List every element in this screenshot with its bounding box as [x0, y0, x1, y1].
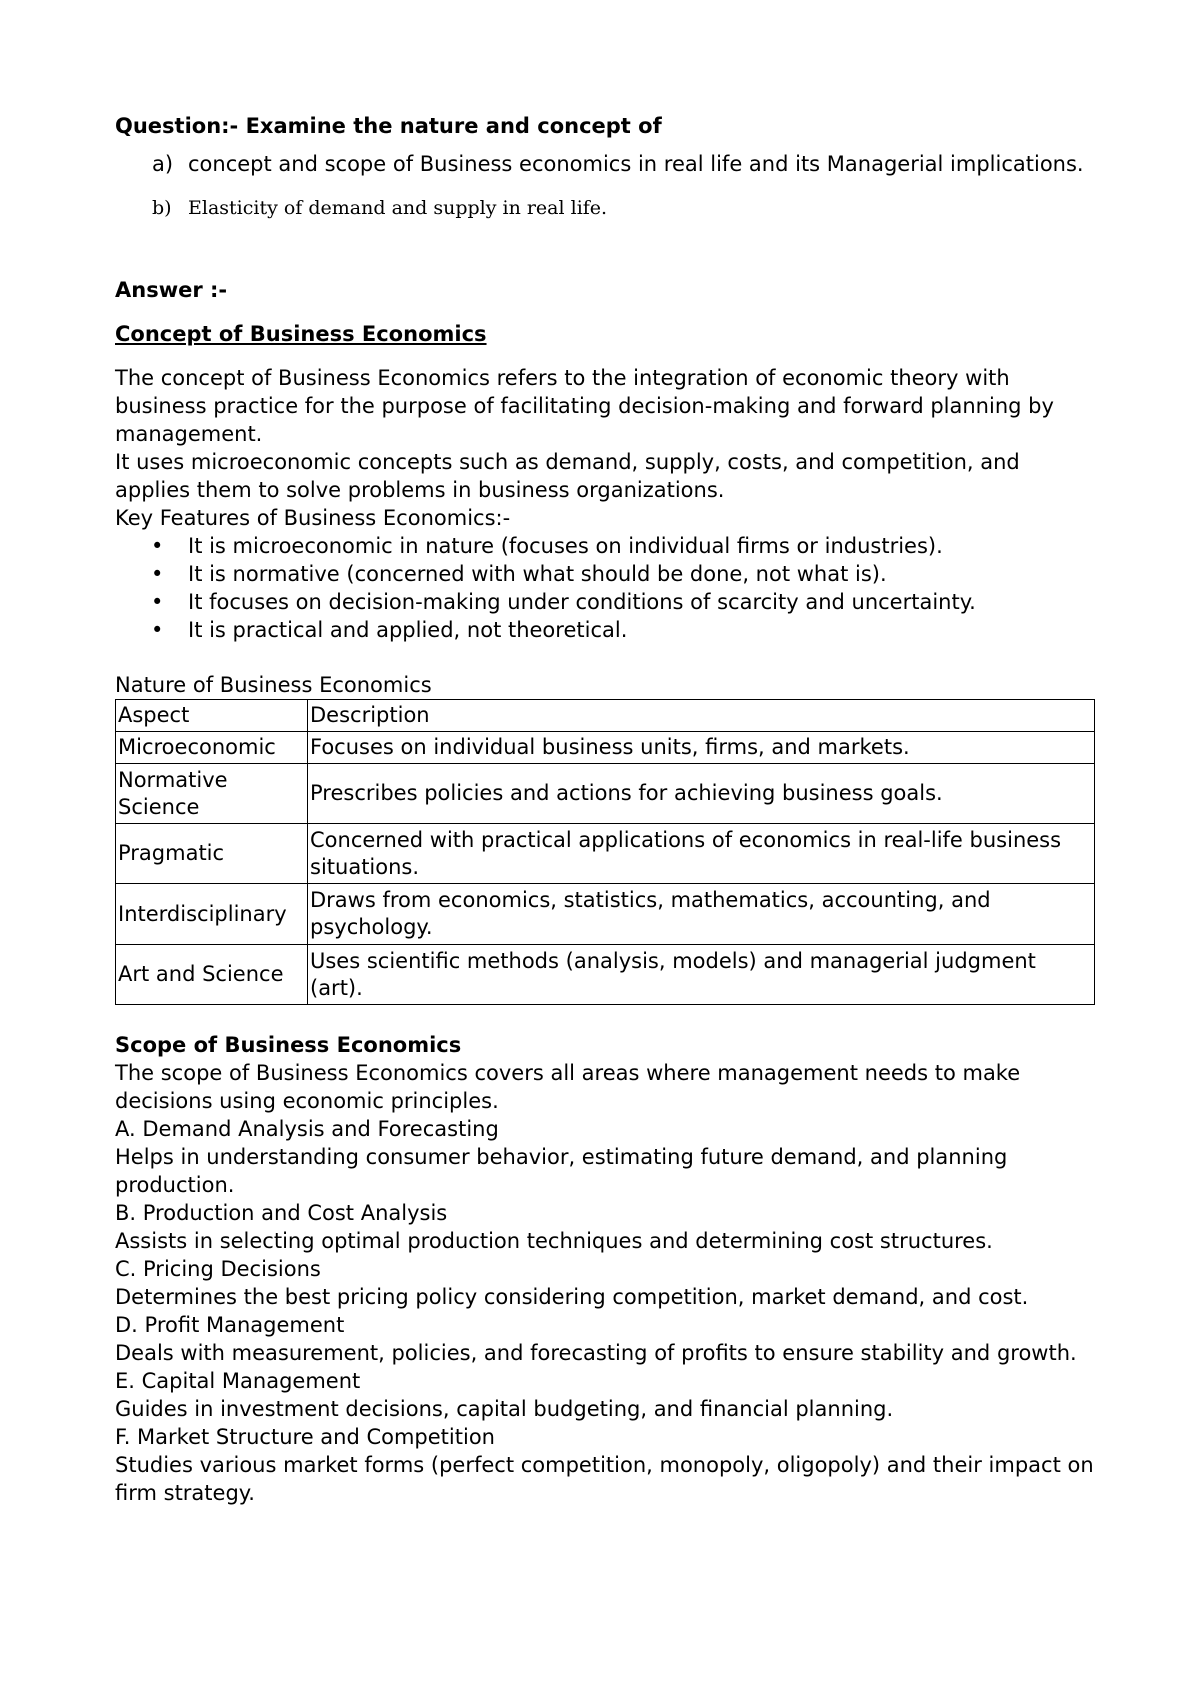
scope-item-text: Assists in selecting optimal production techniques and determining cost structures.	[115, 1229, 993, 1253]
document-page	[115, 112, 1095, 1507]
table-row	[116, 824, 1095, 884]
table-cell: Normative Science	[116, 764, 308, 824]
question-title: Question:- Examine the nature and concept of	[115, 114, 662, 138]
table-cell: Draws from economics, statistics, mathematics, accounting, and psychology.	[308, 884, 1095, 945]
table-row	[116, 764, 1095, 824]
scope-item-text: Deals with measurement, policies, and forecasting of profits to ensure stability and growth.	[115, 1341, 1077, 1365]
scope-item-title: A. Demand Analysis and Forecasting	[115, 1117, 499, 1141]
concept-paragraph: The concept of Business Economics refers to the integration of economic theory with business practice for the purpose of facilitating decision-making and forward planning by management.	[115, 366, 1054, 446]
scope-item-text: Guides in investment decisions, capital budgeting, and financial planning.	[115, 1397, 894, 1421]
answer-label: Answer :-	[115, 278, 228, 302]
scope-item-text: Determines the best pricing policy considering competition, market demand, and cost.	[115, 1285, 1029, 1309]
feature-item: • It is microeconomic in nature (focuses on individual firms or industries).	[115, 532, 1095, 560]
feature-item: • It is normative (concerned with what should be done, not what is).	[115, 560, 1095, 588]
feature-item: • It focuses on decision-making under conditions of scarcity and uncertainty.	[115, 588, 1095, 616]
question-item-label: b)	[152, 197, 172, 219]
question-list	[115, 150, 1095, 222]
features-title: Key Features of Business Economics:-	[115, 506, 511, 530]
question-item-b	[115, 194, 1095, 222]
scope-item-title: E. Capital Management	[115, 1369, 361, 1393]
scope-item-title: F. Market Structure and Competition	[115, 1425, 495, 1449]
features-list	[115, 532, 1095, 644]
table-cell: Interdisciplinary	[116, 884, 308, 945]
table-cell: Pragmatic	[116, 824, 308, 884]
table-header-row	[116, 700, 1095, 732]
scope-item-text: Helps in understanding consumer behavior, estimating future demand, and planning production.	[115, 1145, 1008, 1197]
table-header-cell: Description	[308, 700, 1095, 732]
table-cell: Prescribes policies and actions for achieving business goals.	[308, 764, 1095, 824]
scope-item-text: Studies various market forms (perfect competition, monopoly, oligopoly) and their impact on firm strategy.	[115, 1453, 1094, 1505]
table-row	[116, 884, 1095, 945]
table-row	[116, 732, 1095, 764]
nature-table	[115, 699, 1095, 1005]
concept-heading: Concept of Business Economics	[115, 322, 487, 346]
table-cell: Microeconomic	[116, 732, 308, 764]
table-row	[116, 945, 1095, 1005]
table-header-cell: Aspect	[116, 700, 308, 732]
feature-item: • It is practical and applied, not theoretical.	[115, 616, 1095, 644]
scope-item-title: D. Profit Management	[115, 1313, 345, 1337]
scope-item-title: C. Pricing Decisions	[115, 1257, 321, 1281]
concept-paragraph: It uses microeconomic concepts such as demand, supply, costs, and competition, and applies them to solve problems in business organizations.	[115, 450, 1020, 502]
nature-table-title: Nature of Business Economics	[115, 673, 432, 697]
table-cell: Concerned with practical applications of economics in real-life business situations.	[308, 824, 1095, 884]
scope-heading: Scope of Business Economics	[115, 1033, 462, 1057]
scope-intro: The scope of Business Economics covers all areas where management needs to make decisions using economic principles.	[115, 1061, 1021, 1113]
table-cell: Art and Science	[116, 945, 308, 1005]
question-item-text: Elasticity of demand and supply in real life.	[188, 197, 608, 219]
table-cell: Focuses on individual business units, firms, and markets.	[308, 732, 1095, 764]
question-item-label: a)	[152, 152, 174, 176]
table-cell: Uses scientific methods (analysis, models) and managerial judgment (art).	[308, 945, 1095, 1005]
question-item-text: concept and scope of Business economics in real life and its Managerial implications.	[188, 152, 1084, 176]
scope-item-title: B. Production and Cost Analysis	[115, 1201, 448, 1225]
question-item-a	[115, 150, 1095, 178]
